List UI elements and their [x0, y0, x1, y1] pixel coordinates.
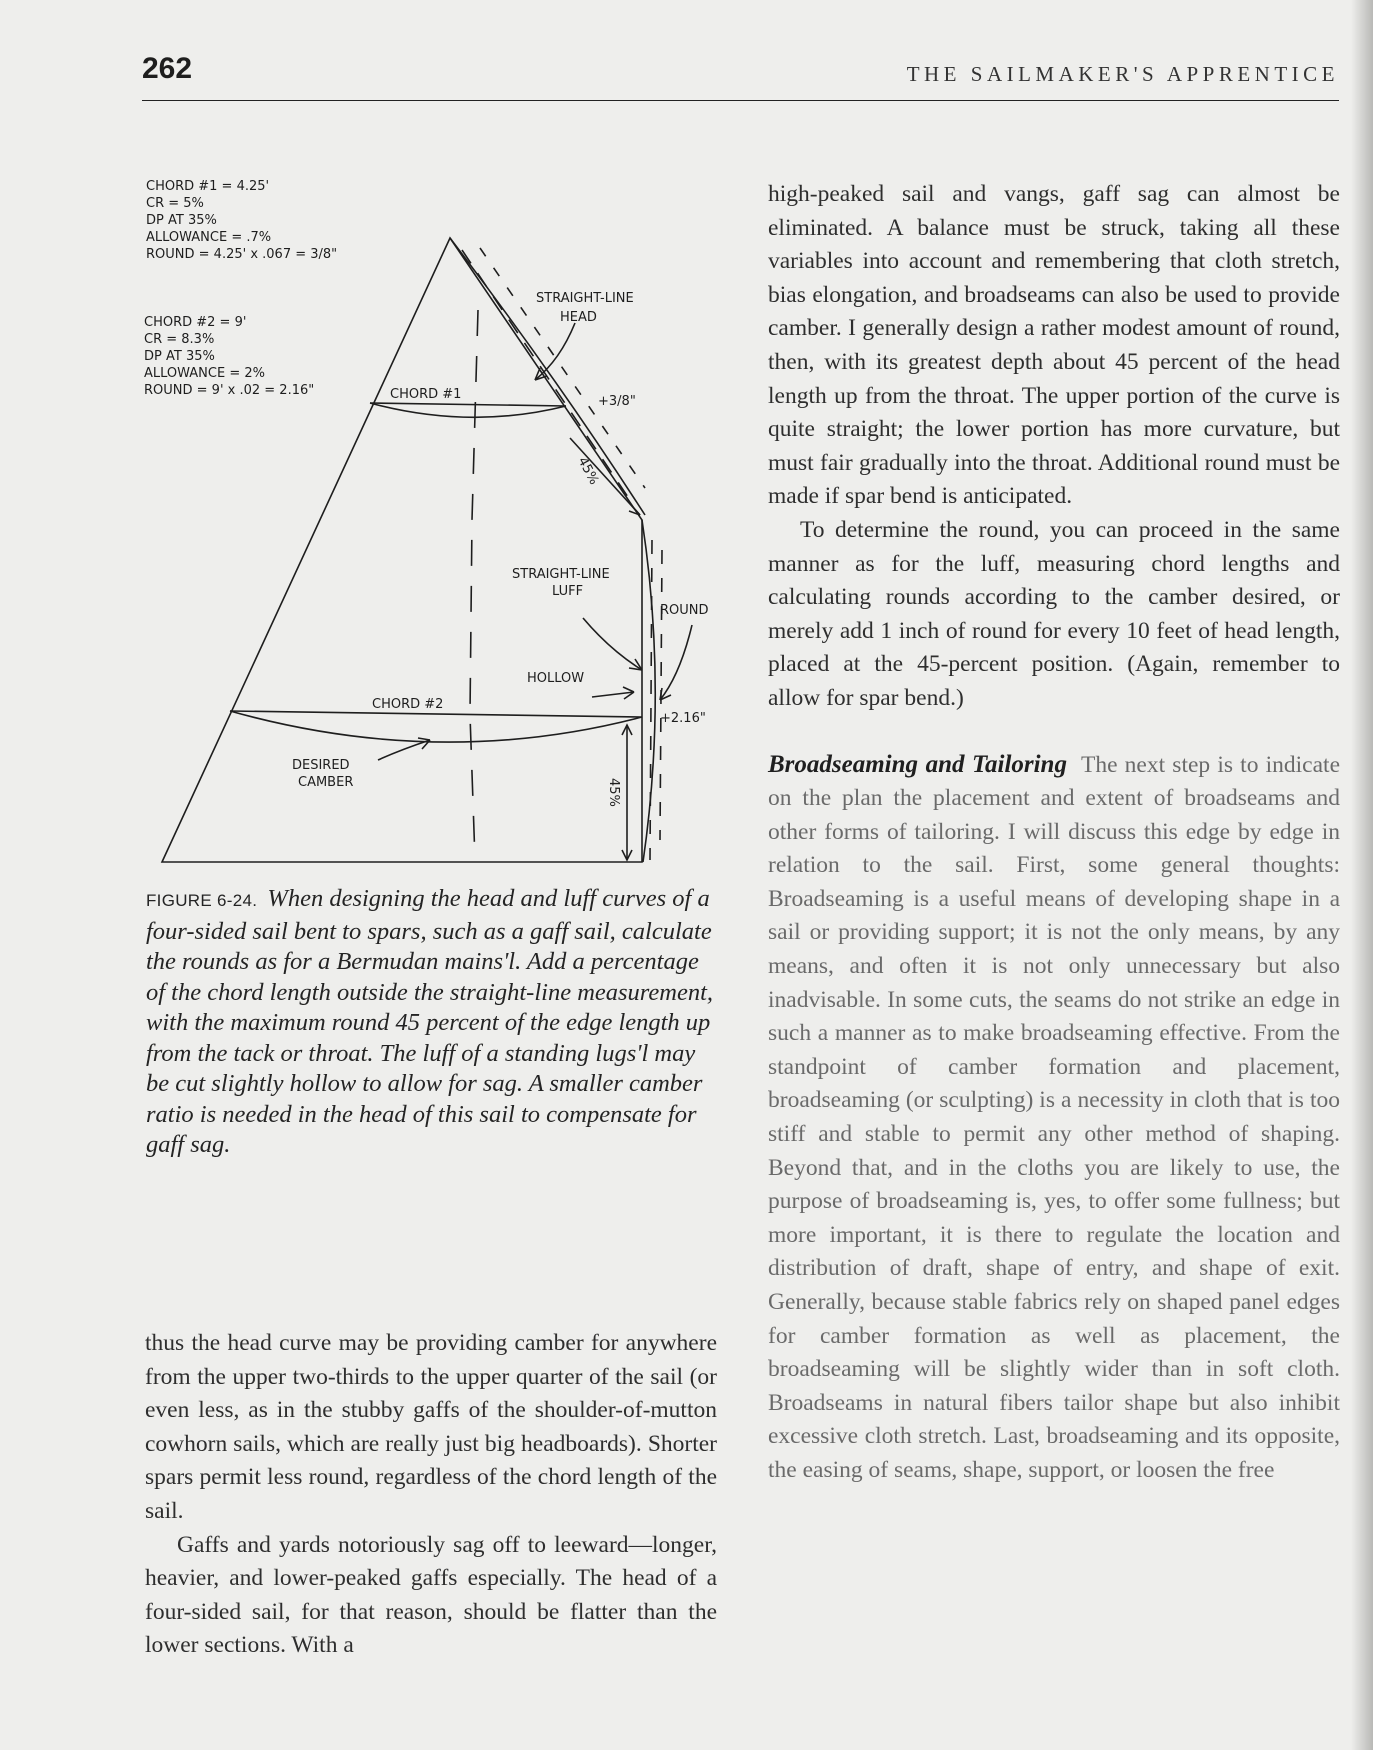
label-desired-camber-2: CAMBER: [298, 775, 354, 790]
right-column: [768, 178, 1340, 1488]
luff-pointer-arrow: [583, 618, 642, 670]
label-round-small: +3/8": [598, 394, 636, 409]
note-chord2-line2: CR = 8.3%: [144, 332, 215, 347]
head-dashed-line-2: [480, 248, 645, 488]
left-paragraph-1: thus the head curve may be providing camber for anywhere from the upper two-thirds to the upper quarter of the sail (or even less, as in the stubby gaffs of the shoulder-of-mutton cowhorn sails, which are really just big headboards). Shorter spars permit less round, regardless of the chord length of the sail.: [145, 1330, 717, 1524]
figure-caption-text: When designing the head and luff curves of a four-sided sail bent to spars, such as a gaff sail, calculate the rounds as for a Bermudan mains'l. Add a percentage of the chord length outside the straight-line measurement, with the maximum round 45 percent of the edge length up from the tack or throat. The luff of a standing lugs'l may be cut slightly hollow to allow for sag. A smaller camber ratio is needed in the head of this sail to compensate for gaff sag.: [146, 885, 714, 1158]
note-chord2-line3: DP AT 35%: [144, 349, 215, 364]
label-chord-2: CHORD #2: [372, 697, 444, 712]
label-round: ROUND: [660, 603, 709, 618]
note-chord1-line4: ALLOWANCE = .7%: [146, 230, 272, 245]
section-heading: Broadseaming and Tailoring: [768, 750, 1067, 778]
sail-outline: [162, 238, 642, 862]
luff-curve: [642, 520, 655, 862]
right-paragraph-3: [768, 748, 1340, 1488]
label-desired-camber-1: DESIRED: [292, 758, 350, 773]
note-chord1-line5: ROUND = 4.25' x .067 = 3/8": [146, 247, 338, 262]
center-dashed-line: [470, 310, 478, 860]
label-hollow: HOLLOW: [527, 671, 585, 686]
left-paragraph-2: Gaffs and yards notoriously sag off to leeward—longer, heavier, and lower-peaked gaffs especially. The head of a four-sided sail, for that reason, should be flatter than the lower sections. With a: [145, 1531, 717, 1659]
note-chord1-line1: CHORD #1 = 4.25': [146, 179, 270, 194]
label-straight-line-head-1: STRAIGHT-LINE: [536, 291, 634, 306]
label-round-large: +2.16": [660, 711, 706, 726]
left-column: [145, 1327, 717, 1663]
binding-shadow: [1351, 0, 1373, 1750]
sail-diagram: [140, 170, 730, 870]
sail-diagram-figure: [140, 170, 730, 870]
label-chord-1: CHORD #1: [390, 387, 462, 402]
right-paragraph-3-text: The next step is to indicate on the plan the placement and extent of broadseams and other forms of tailoring. I will discuss this edge by edge in relation to the sail. First, some general thoughts: Broadseaming is a useful means of developing shape in a sail or providing support; it is not the only means, by any means, and often it is not only unnecessary but also inadvisable. In some cuts, the seams do not strike an edge in such a manner as to make broadseaming effective. From the standpoint of camber formation and placement, broadseaming (or sculpting) is a necessity in cloth that is too stiff and stable to permit any other method of shaping. Beyond that, and in the cloths you are likely to use, the purpose of broadseaming is, yes, to offer some fullness; but more important, it is there to regulate the location and distribution of draft, shape of entry, and shape of exit. Generally, because stable fabrics rely on shaped panel edges for camber formation as well as placement, the broadseaming will be slightly wider than in soft cloth. Broadseams in natural fibers tailor shape but also inhibit excessive cloth stretch. Last, broadseaming and its opposite, the easing of seams, shape, support, or loosen the free: [768, 751, 1340, 1483]
label-straight-line-head-2: HEAD: [560, 310, 597, 325]
running-head: THE SAILMAKER'S APPRENTICE: [906, 62, 1339, 86]
note-chord1-line3: DP AT 35%: [146, 213, 217, 228]
round-pointer-arrow: [660, 625, 692, 700]
note-chord2-line5: ROUND = 9' x .02 = 2.16": [144, 383, 315, 398]
chord-1-line: [370, 403, 566, 406]
label-45-luff: 45%: [606, 778, 621, 807]
page-number: 262: [142, 52, 193, 85]
label-straight-line-luff-2: LUFF: [552, 584, 584, 599]
label-45-head: 45%: [574, 454, 602, 488]
right-paragraph-2: To determine the round, you can proceed in the same manner as for the luff, measuring chord lengths and calculating rounds according to the camber desired, or merely add 1 inch of round for every 10 feet of head length, placed at the 45-percent position. (Again, remember to allow for spar bend.): [768, 516, 1340, 711]
header-rule: [142, 100, 1339, 101]
figure-caption-label: FIGURE 6-24.: [146, 891, 258, 910]
head-45-arrow: [570, 438, 640, 515]
note-chord2-line1: CHORD #2 = 9': [144, 315, 247, 330]
note-chord1-line2: CR = 5%: [146, 196, 204, 211]
figure-caption: [146, 884, 716, 1161]
right-paragraph-1: high-peaked sail and vangs, gaff sag can almost be eliminated. A balance must be struck, taking all these variables into account and remembering that cloth stretch, bias elongation, and broadseams can also be used to provide camber. I generally design a rather modest amount of round, then, with its greatest depth about 45 percent of the head length up from the throat. The upper portion of the curve is quite straight; the lower portion has more curvature, but must fair gradually into the throat. Additional round must be made if spar bend is anticipated.: [768, 181, 1340, 510]
section-gap: [768, 716, 1340, 748]
camber-pointer-arrow: [378, 740, 430, 760]
label-straight-line-luff-1: STRAIGHT-LINE: [512, 567, 610, 582]
note-chord2-line4: ALLOWANCE = 2%: [144, 366, 265, 381]
